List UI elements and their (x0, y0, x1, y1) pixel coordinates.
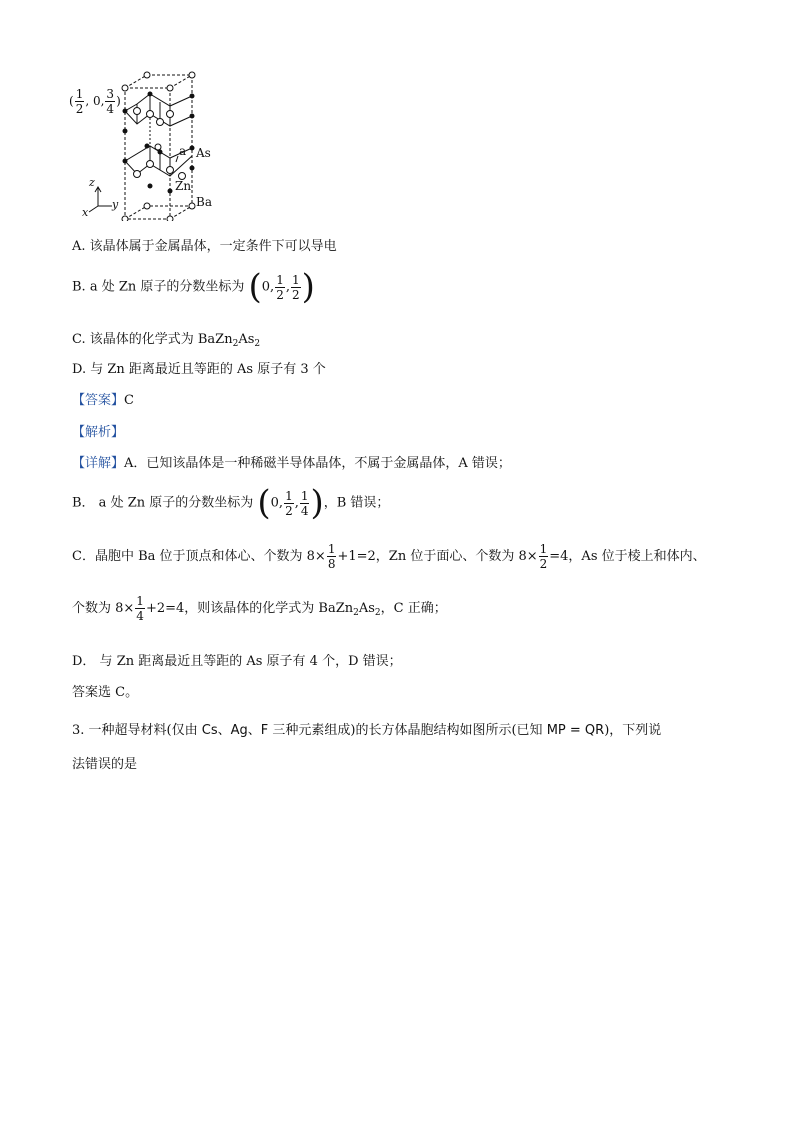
crystal-cell-figure (69, 66, 232, 221)
axes-icon (89, 187, 112, 212)
question-3-line-2: 法错误的是 (72, 757, 138, 772)
option-d: D. 与 Zn 距离最近且等距的 As 原子有 3 个 (72, 362, 326, 377)
answer-line: 【答案】C (72, 393, 134, 408)
label-as: As (196, 146, 211, 160)
coord-label: ( $\frac{1}{2}$ , 0, $\frac{3}{4}$ ) (69, 87, 121, 116)
detail-line-d: D． 与 Zn 距离最近且等距的 As 原子有 4 个，D 错误； (72, 654, 402, 669)
detail-line-a: 【详解】A．已知该晶体是一种稀磁半导体晶体，不属于金属晶体，A 错误； (72, 456, 511, 471)
answer-tag: 【答案】 (72, 393, 125, 408)
option-b: B. a 处 Zn 原子的分数坐标为 (0, $\frac{1}{2}$ , $\frac{1}{2}$ ) (72, 267, 315, 307)
label-zn: Zn (175, 179, 192, 193)
analysis-tag: 【解析】 (72, 425, 125, 440)
arrow-a (176, 156, 178, 162)
label-a: a (179, 144, 187, 158)
axis-x: x (82, 206, 89, 219)
conclusion: 答案选 C。 (72, 685, 139, 700)
detail-line-b: B． a 处 Zn 原子的分数坐标为 (0, $\frac{1}{2}$ , $\frac{1}{4}$ )，B 错误； (72, 483, 390, 523)
option-a: A. 该晶体属于金属晶体，一定条件下可以导电 (72, 239, 337, 254)
question-3-line-1: 3. 一种超导材料(仅由 Cs、Ag、F 三种元素组成)的长方体晶胞结构如图所示(已知 MP = QR)，下列说 (72, 723, 662, 738)
label-ba: Ba (196, 195, 212, 209)
axis-y: y (112, 198, 119, 211)
detail-line-c1: C．晶胞中 Ba 位于顶点和体心、个数为 8× $\frac{1}{8}$ +1=2，Zn 位于面心、个数为 8× $\frac{1}{2}$ =4，As 位于棱上和体内、 (72, 542, 706, 571)
detail-line-c2: 个数为 8× $\frac{1}{4}$ +2=4，则该晶体的化学式为 $BaZn_2As_2$，C 正确； (72, 594, 447, 623)
axis-z: z (89, 176, 95, 189)
option-c: C. 该晶体的化学式为 $BaZn_2As_2$ (72, 332, 261, 349)
